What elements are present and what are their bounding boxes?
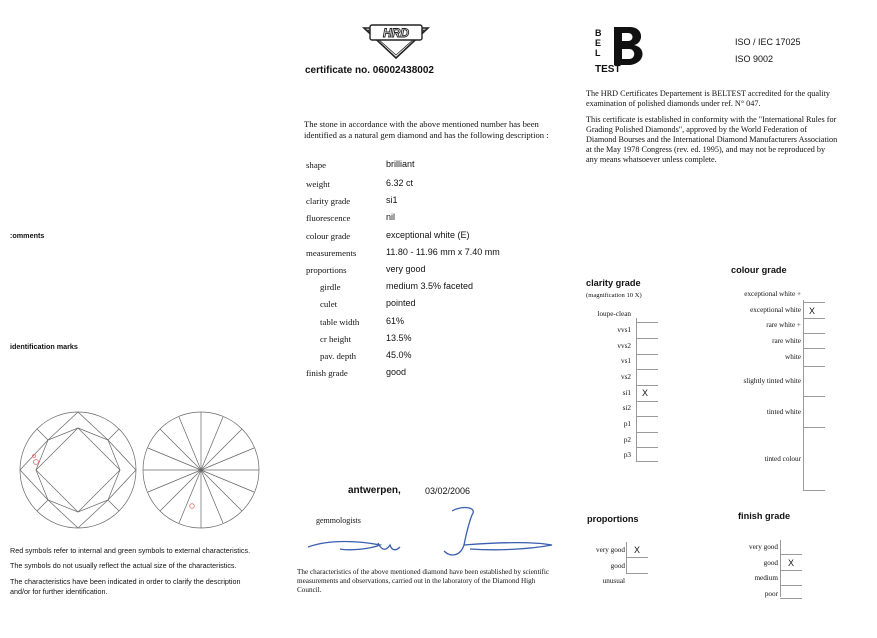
colour-item: exceptional white + [744,290,801,298]
prop-value-pav-depth: 45.0% [386,350,412,360]
prop-label-finish: finish grade [306,368,348,378]
note-line: and/or for further identification. [10,587,108,596]
prop-label-fluorescence: fluorescence [306,213,351,223]
red-inclusion-mark [190,504,195,509]
crown-diagram [20,412,136,528]
prop-value-culet: pointed [386,298,416,308]
proportions-item: good [610,562,625,570]
prop-value-proportions: very good [386,264,426,274]
colour-grade-title: colour grade [731,265,787,275]
identification-marks-label: identification marks [10,342,78,351]
prop-value-finish: good [386,367,407,377]
prop-value-colour: exceptional white (E) [386,230,470,240]
clarity-item: vvs1 [617,326,631,334]
footer-text: The characteristics of the above mentioned diamond have been established by scientific measurements and observations, carried out in the laboratory of the Diamond High Council. [297,568,550,594]
signature-2 [444,508,552,555]
prop-value-cr-height: 13.5% [386,333,412,343]
clarity-grade-subtitle: (magnification 10 X) [586,292,642,299]
prop-label-colour: colour grade [306,231,351,241]
prop-value-girdle: medium 3.5% faceted [386,281,474,291]
prop-value-fluorescence: nil [386,212,396,222]
finish-selected-mark: X [788,558,795,568]
prop-value-measurements: 11.80 - 11.96 mm x 7.40 mm [386,247,500,257]
accreditation-text: The HRD Certificates Departement is BELTEST accredited for the quality examination of polished diamonds under ref. N° 047. [586,89,830,108]
colour-item: rare white [772,337,801,345]
prop-value-weight: 6.32 ct [386,178,414,188]
beltest-logo [594,25,650,73]
prop-label-table-width: table width [320,317,360,327]
clarity-item: p3 [623,451,631,459]
prop-value-clarity: si1 [386,195,398,205]
issue-date: 03/02/2006 [425,486,471,496]
prop-label-girdle: girdle [320,282,341,292]
clarity-grade-title: clarity grade [586,278,641,288]
iso-line: ISO 9002 [735,54,774,64]
conformity-text: This certificate is established in conformity with the "International Rules for Grading Polished Diamonds", approved by the World Federation of Diamond Bourses and the International Diamond Manufacturers Association at the May 1978 Congress (rev. ed. 1995), and may not be reproduced by any means whatsoever unless complete. [586,115,838,164]
prop-label-cr-height: cr height [320,334,352,344]
comments-label: :omments [10,231,45,240]
prop-label-measurements: measurements [306,248,357,258]
prop-label-culet: culet [320,299,338,309]
finish-grade-title: finish grade [738,511,791,521]
prop-label-pav-depth: pav. depth [320,351,357,361]
colour-selected-mark: X [809,306,816,316]
clarity-item: vs1 [621,357,631,365]
finish-item: very good [749,543,778,551]
hrd-logo-text: HRD [383,26,409,40]
beltest-letter: L [595,48,601,58]
clarity-item: vs2 [621,373,631,381]
prop-label-clarity: clarity grade [306,196,351,206]
prop-label-weight: weight [306,179,330,189]
prop-value-table-width: 61% [386,316,405,326]
clarity-selected-mark: X [642,388,649,398]
colour-item: tinted white [766,408,801,416]
clarity-item: p1 [623,420,631,428]
proportions-selected-mark: X [634,545,641,555]
colour-item: exceptional white [750,306,801,314]
note-line: The symbols do not usually reflect the actual size of the characteristics. [10,561,237,570]
clarity-item: p2 [623,436,631,444]
beltest-letter: B [595,28,602,38]
colour-item: white [785,353,801,361]
beltest-letter: E [595,38,602,48]
beltest-logo-mark [594,25,650,73]
intro-text: The stone in accordance with the above mentioned number has been identified as a natural gem diamond and has the following description : [304,119,549,140]
hrd-logo [362,22,430,60]
finish-item: good [763,559,778,567]
signature-1 [308,542,400,550]
gemmologists-label: gemmologists [316,516,361,525]
colour-item: rare white + [766,321,801,329]
note-line: The characteristics have been indicated in order to clarify the description [10,577,241,586]
diamond-plot-diagrams [6,410,286,540]
colour-item: slightly tinted white [743,377,801,385]
colour-item: tinted colour [764,455,801,463]
finish-item: medium [754,574,778,582]
clarity-item: si1 [622,389,631,397]
clarity-item: loupe-clean [597,310,631,318]
pavilion-diagram [143,412,259,528]
prop-label-proportions: proportions [306,265,347,275]
beltest-letter: TEST [595,64,621,73]
clarity-item: si2 [622,404,631,412]
proportions-grade-title: proportions [587,514,639,524]
proportions-item: very good [596,546,625,554]
clarity-item: vvs2 [617,342,631,350]
prop-label-shape: shape [306,160,327,170]
finish-item: poor [764,590,778,598]
note-line: Red symbols refer to internal and green symbols to external characteristics. [10,546,251,555]
iso-line: ISO / IEC 17025 [735,37,801,47]
certificate-number: certificate no. 06002438002 [305,65,434,76]
red-inclusion-mark [34,460,39,465]
prop-value-shape: brilliant [386,159,415,169]
signatures [300,505,560,567]
proportions-item: unusual [602,577,625,585]
issue-place: antwerpen, [348,485,401,496]
